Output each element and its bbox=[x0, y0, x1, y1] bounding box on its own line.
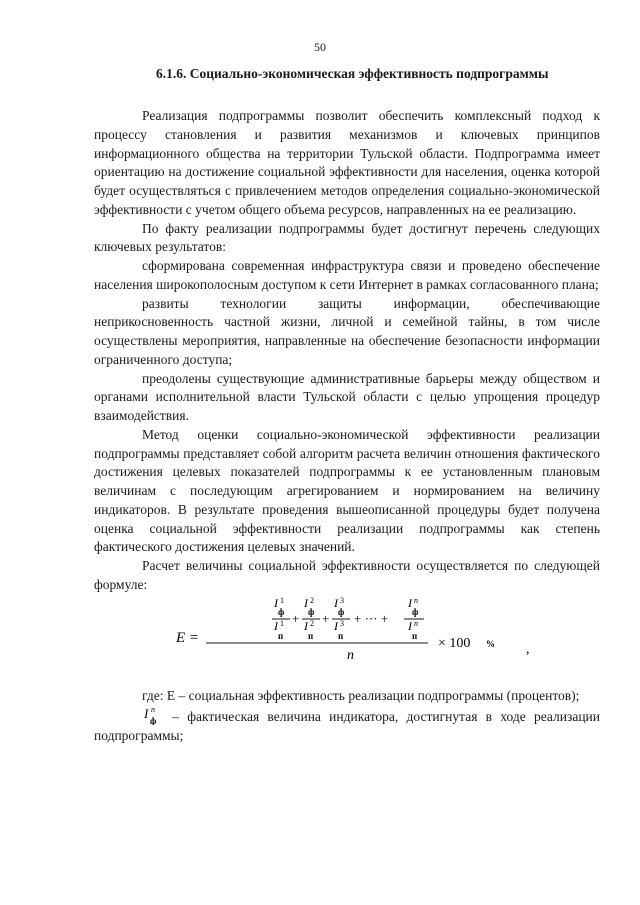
formula-denominator: n bbox=[347, 647, 354, 663]
termn-plan-I: I bbox=[408, 618, 412, 633]
termn-plan-sub: п bbox=[412, 630, 418, 641]
term2-plan-sub: п bbox=[308, 630, 314, 641]
termn-fact-sup: n bbox=[414, 595, 418, 605]
fact-indicator-sup: n bbox=[151, 705, 155, 715]
fact-indicator-text: – фактическая величина индикатора, достигнутая в ходе реализации подпрограммы; bbox=[94, 709, 600, 743]
term2-fact-sup: 2 bbox=[310, 595, 314, 605]
termn-fact-sub: ф bbox=[412, 606, 419, 617]
paragraph-formula-lead: Расчет величины социальной эффективности осуществляется по следующей формуле: bbox=[94, 558, 600, 592]
paragraph-result-infrastructure: сформирована современная инфраструктура связи и проведено обеспечение населения широкополосным доступом к сети Интернет в рамках согласованного плана; bbox=[94, 258, 600, 292]
term3-fact-sup: 3 bbox=[340, 595, 344, 605]
term3-plan-I: I bbox=[334, 618, 338, 633]
term2-fact-I: I bbox=[304, 595, 308, 610]
formula-lhs: E = bbox=[176, 629, 200, 646]
term1-plan-sub: п bbox=[278, 630, 284, 641]
plus-1: + bbox=[292, 610, 300, 626]
term1-plan-sup: 1 bbox=[280, 618, 284, 628]
fact-indicator-I: I bbox=[144, 706, 149, 722]
page-number: 50 bbox=[314, 40, 326, 54]
definition-E: где: E – социальная эффективность реализации подпрограммы (процентов); bbox=[142, 687, 580, 703]
formula-graphic bbox=[94, 595, 600, 687]
paragraph-method: Метод оценки социально-экономической эффективности реализации подпрограммы представляет собой алгоритм расчета величин отношения фактического достижения целевых показателей подпрограммы к ее установленным плановым величинам с последующим агрегированием и нормированием на величину индикаторов. В результате проведения вышеописанной процедуры будет получена оценка социальной эффективности реализации подпрограммы как степень фактического достижения целевых значений. bbox=[94, 426, 600, 555]
paragraph-results-lead: По факту реализации подпрограммы будет достигнут перечень следующих ключевых результатов: bbox=[94, 220, 600, 255]
formula-comma: , bbox=[526, 641, 530, 657]
term1-fact-sup: 1 bbox=[280, 595, 284, 605]
term2-fact-sub: ф bbox=[308, 606, 315, 617]
fact-indicator-symbol bbox=[142, 705, 164, 725]
efficiency-formula bbox=[94, 595, 600, 687]
term2-plan-I: I bbox=[304, 618, 308, 633]
term1-plan-I: I bbox=[274, 618, 278, 633]
fact-indicator-sub: ф bbox=[150, 716, 157, 726]
term3-fact-I: I bbox=[334, 595, 338, 610]
paragraph-intro: Реализация подпрограммы позволит обеспечить комплексный подход к процессу становления и развития механизмов и ключевых принципов информационного общества на территории Тульской области. Подпрограмма имеет ориентацию на достижение социальной эффективности для населения, оценка которой будет осуществляться с привлечением методов определения социально-экономической эффективности с учетом общего объема ресурсов, направленных на ее реализацию. bbox=[94, 108, 600, 217]
document-body bbox=[94, 107, 600, 746]
term3-plan-sub: п bbox=[338, 630, 344, 641]
plus-2: + bbox=[322, 610, 330, 626]
paragraph-result-barriers: преодолены существующие административные барьеры между обществом и органами исполнительной власти Тульской области с целью упрощения процедур взаимодействия. bbox=[94, 370, 600, 423]
term1-fact-sub: ф bbox=[278, 606, 285, 617]
termn-fact-I: I bbox=[408, 595, 412, 610]
definition-fact-indicator bbox=[94, 705, 600, 746]
term2-plan-sup: 2 bbox=[310, 618, 314, 628]
term1-fact-I: I bbox=[274, 595, 278, 610]
termn-plan-sup: n bbox=[414, 618, 418, 628]
plus-dots: + ··· + bbox=[354, 610, 389, 626]
section-title: 6.1.6. Социально-экономическая эффективность подпрограммы bbox=[156, 66, 549, 81]
term3-fact-sub: ф bbox=[338, 606, 345, 617]
formula-multiplier: × 100 bbox=[438, 635, 471, 651]
paragraph-result-security: развиты технологии защиты информации, обеспечивающие неприкосновенность частной жизни, личной и семейной тайны, в том числе осуществлены мероприятия, направленные на обеспечение безопасности информации ограниченного доступа; bbox=[94, 295, 600, 367]
formula-percent: % bbox=[486, 638, 495, 649]
term3-plan-sup: 3 bbox=[340, 618, 344, 628]
